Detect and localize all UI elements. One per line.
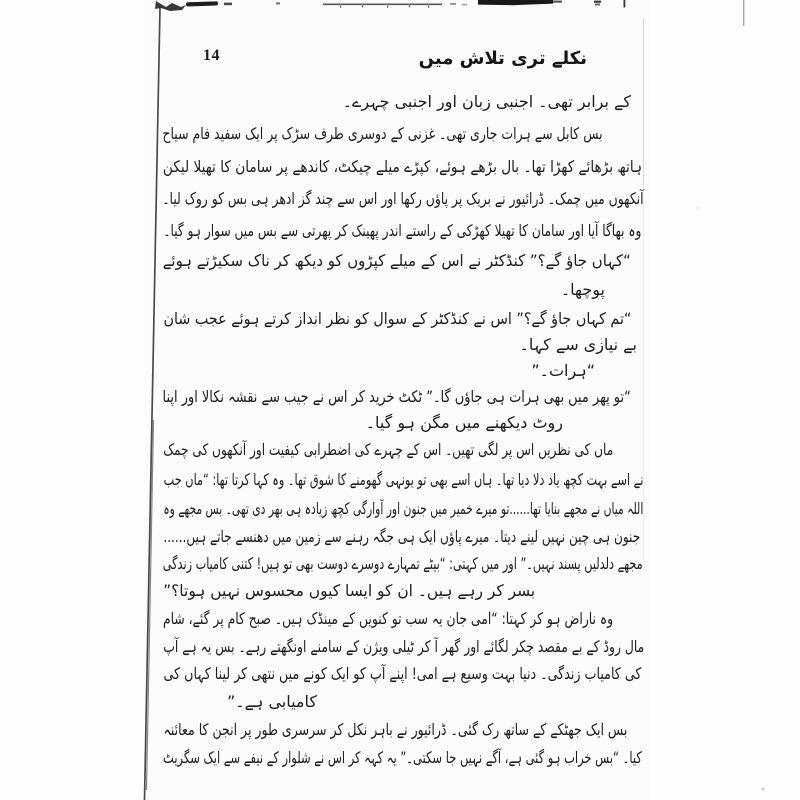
text-line: بسر کر رہے ہیں۔ ان کو ایسا کیوں محسوس نہیں ہوتا؟” [162,581,535,600]
text-line: مال روڈ کے بے مقصد چکر لگائے اور گھر آ کر ٹیلی ویژن کے سامنے اونگھتے رہے۔ بس یہ ہے آپ [163,637,644,656]
text-line: آنکھوں میں چمک۔ ڈرائیور نے بریک پر پاؤں رکھا اور اس سے چند گز ادھر ہی بس کو روک لیا۔ [162,189,644,208]
text-line: اللہ میاں نے مجھے بنایا تھا......تو میرے خمیر میں جنون اور آوارگی کچھ زیادہ ہی بھر دی تھی۔ بس مجھے وہ [163,499,643,518]
text-line: وہ بھاگا آیا اور سامان کا تھیلا کھڑکی کے راستے اندر پھینک کر پھرتی سے بس میں سوار ہو گیا۔ [162,221,641,240]
text-line: بے نیازی سے کہا۔ [519,335,637,354]
page-number: 14 [203,47,220,64]
text-line: “کہاں جاؤ گے؟” کنڈکٹر نے اس کے میلے کپڑوں کو دیکھ کر ناک سکیڑتے ہوئے [162,251,631,270]
text-line: کیا۔ “بس خراب ہو گئی ہے، آگے نہیں جا سکتی۔” یہ کہہ کر اس نے شلوار کے نیفے سے ایک سگریٹ [163,748,642,767]
text-line: وہ ناراض ہو کر کہتا: “امی جان یہ سب تو کنویں کے مینڈک ہیں۔ صبح کام پر گئے، شام [162,609,613,628]
book-title: نکلے تری تلاش میں [418,48,587,69]
text-line: جنون ہی چین نہیں لینے دیتا۔ میرے پاؤں ایک ہی جگہ رہنے سے زمین میں دھنسے جاتے ہیں...... [163,527,640,546]
text-line: کامیابی ہے۔” [226,692,317,711]
text-line: کی کامیاب زندگی۔ دنیا بہت وسیع ہے امی! اپنے آپ کو ایک کونے میں نتھی کر لینا کہاں کی [163,664,641,683]
text-line: کے برابر تھی۔ اجنبی زبان اور اجنبی چہرے۔ [342,92,631,111]
text-line: نے اسے بہت کچھ یاد دلا دیا تھا۔ ہاں اسے بھی تو یونہی گھومنے کا شوق تھا۔ وہ کہا کرتا تھا: “ماں جب [163,470,643,489]
text-line: پوچھا۔ [560,280,605,299]
text-line: بس ایک جھٹکے کے ساتھ رک گئی۔ ڈرائیور نے باہر نکل کر سرسری طور پر انجن کا معائنہ [163,720,627,739]
text-line: “ہرات۔” [531,361,595,380]
text-line: مجھے دلدلیں پسند نہیں۔” اور میں کہتی: “بیٹے تمہارے دوسرے دوست بھی تو ہیں! کتنی کامیاب زندگی [163,554,643,573]
text-line: “تم کہاں جاؤ گے؟” اس نے کنڈکٹر کے سوال کو نظر انداز کرتے ہوئے عجب شان [163,309,631,328]
text-line: روٹ دیکھنے میں مگن ہو گیا۔ [365,413,563,432]
text-line: بس کابل سے ہرات جاری تھی۔ غزنی کے دوسری طرف سڑک پر ایک سفید فام سیاح [162,124,603,143]
text-line: ہاتھ بڑھائے کھڑا تھا۔ بال بڑھے ہوئے، کپڑے میلے چیکٹ، کاندھے پر سامان کا تھیلا لیکن [162,157,642,176]
text-line: ماں کی نظریں اس پر لگی تھیں۔ اس کے چہرے کی اضطرابی کیفیت اور آنکھوں کی چمک [163,440,613,459]
text-line: “تو پھر میں بھی ہرات ہی جاؤں گا۔” ٹکٹ خرید کر اس نے جیب سے نقشہ نکالا اور اپنا [162,387,631,406]
